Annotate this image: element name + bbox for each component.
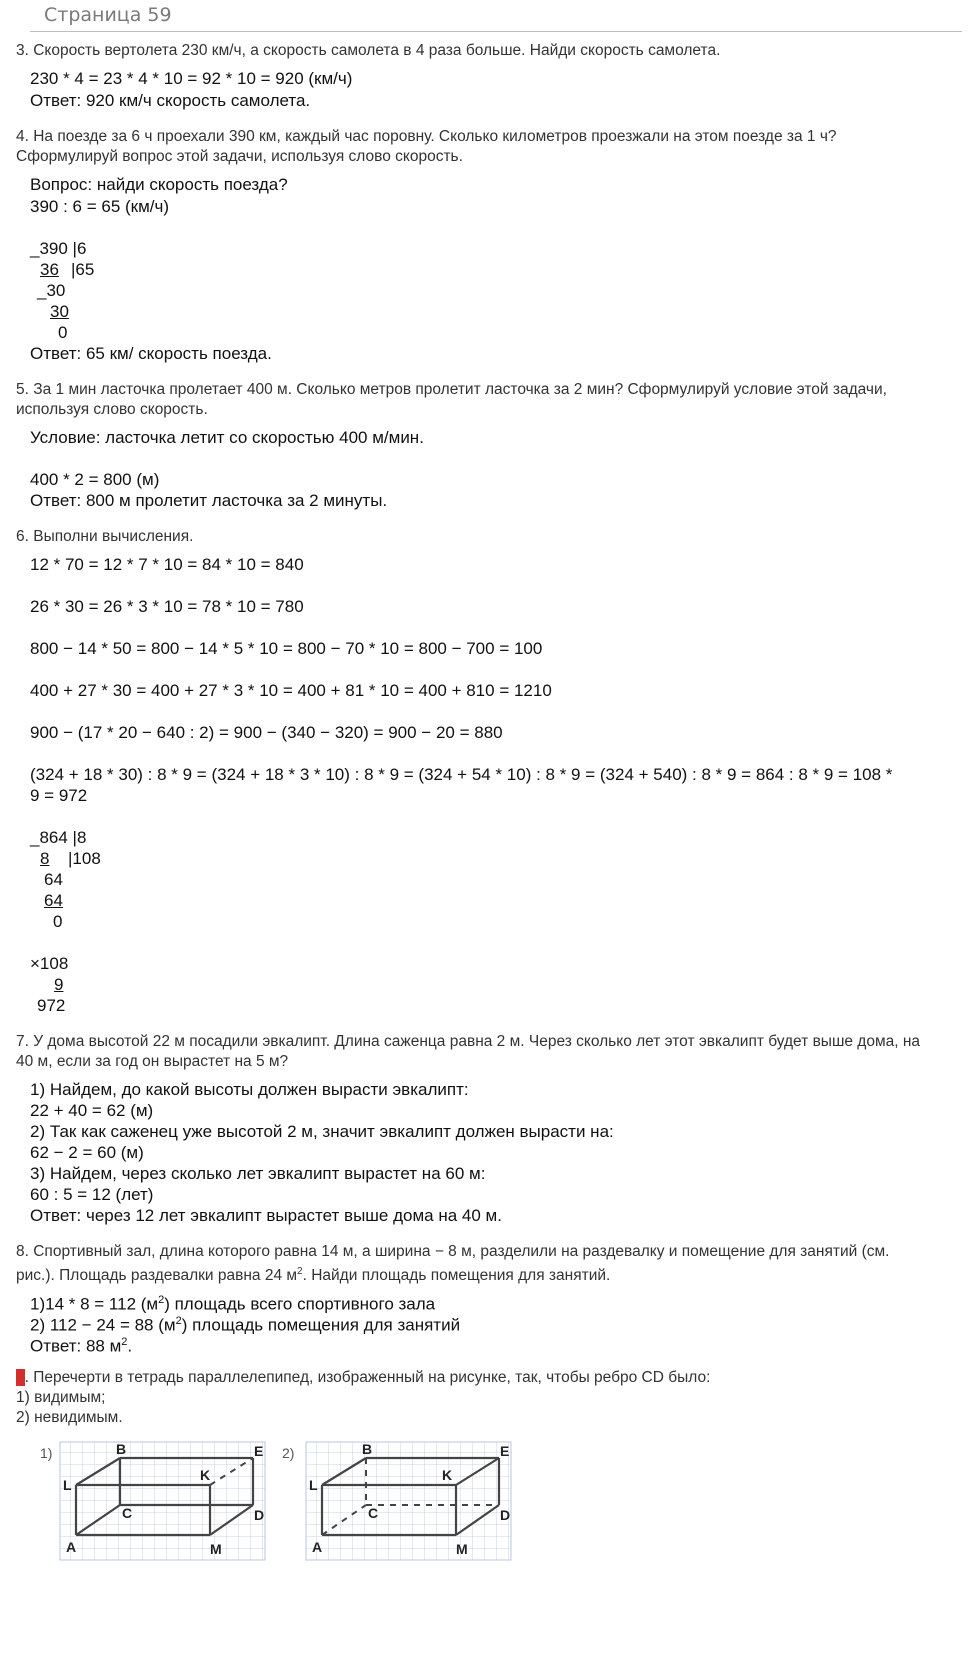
division-line: _864 |8 bbox=[30, 828, 87, 847]
vertex-label-b: B bbox=[116, 1441, 127, 1457]
vertex-label-c: C bbox=[122, 1505, 133, 1521]
division-line: 36 bbox=[40, 260, 59, 279]
vertex-label-c: C bbox=[368, 1505, 379, 1521]
task7-answer: Ответ: через 12 лет эвкалипт вырастет выше дома на 40 м. bbox=[30, 1206, 502, 1225]
vertex-label-e: E bbox=[500, 1443, 510, 1459]
task6-line: 400 + 27 * 30 = 400 + 27 * 3 * 10 = 400 + 81 * 10 = 400 + 810 = 1210 bbox=[30, 681, 552, 700]
task4-question-line2: Сформулируй вопрос этой задачи, используя слово скорость. bbox=[16, 148, 463, 165]
multiplication-line: ×108 bbox=[30, 954, 69, 973]
figure1-label: 1) bbox=[40, 1445, 53, 1461]
task7-line: 60 : 5 = 12 (лет) bbox=[30, 1185, 154, 1204]
task7-line: 2) Так как саженец уже высотой 2 м, значит эвкалипт должен вырасти на: bbox=[30, 1122, 614, 1141]
task9-option: 2) невидимым. bbox=[16, 1409, 123, 1426]
task5-question-line2: используя слово скорость. bbox=[16, 401, 208, 418]
task6-line: 800 − 14 * 50 = 800 − 14 * 5 * 10 = 800 − 70 * 10 = 800 − 700 = 100 bbox=[30, 639, 543, 658]
task6-line: 9 = 972 bbox=[30, 786, 88, 805]
task6-line: 12 * 70 = 12 * 7 * 10 = 84 * 10 = 840 bbox=[30, 555, 304, 574]
figure2-label: 2) bbox=[282, 1445, 295, 1461]
task6-question: 6. Выполни вычисления. bbox=[16, 528, 194, 545]
grid-background bbox=[306, 1442, 511, 1560]
task8-line: 2) 112 − 24 = 88 $(м^2)$ площадь помещения для занятий bbox=[30, 1315, 461, 1335]
task8-line: 1)14 * 8 = 112 $(м^2)$ площадь всего спортивного зала bbox=[30, 1294, 436, 1314]
task8-question-line1: 8. Спортивный зал, длина которого равна 14 м, а ширина − 8 м, разделили на раздевалку и помещение для занятий (см. bbox=[16, 1243, 890, 1260]
task4-answer: Ответ: 65 км/ скорость поезда. bbox=[30, 344, 272, 363]
task9-question: 9. Перечерти в тетрадь параллелепипед, изображенный на рисунке, так, чтобы ребро CD было: bbox=[16, 1369, 711, 1386]
vertex-label-e: E bbox=[254, 1443, 264, 1459]
vertex-label-m: M bbox=[456, 1541, 468, 1557]
division-line: 0 bbox=[58, 323, 68, 342]
task8-question-line2: рис.). Площадь раздевалки равна 24 $м^2$. Найди площадь помещения для занятий. bbox=[16, 1266, 611, 1285]
task3-question: 3. Скорость вертолета 230 км/ч, а скорость самолета в 4 раза больше. Найди скорость самолета. bbox=[16, 42, 721, 59]
division-quotient: |65 bbox=[71, 260, 95, 279]
task5-line: Условие: ласточка летит со скоростью 400 м/мин. bbox=[30, 428, 424, 447]
task6-line: (324 + 18 * 30) : 8 * 9 = (324 + 18 * 3 * 10) : 8 * 9 = (324 + 54 * 10) : 8 * 9 = (324 + 540) : 8 * 9 = 864 : 8 * 9 = 108 * bbox=[30, 765, 893, 784]
division-quotient: |108 bbox=[68, 849, 101, 868]
task7-question-line1: 7. У дома высотой 22 м посадили эвкалипт. Длина саженца равна 2 м. Через сколько лет этот эвкалипт будет выше дома, на bbox=[16, 1033, 921, 1050]
task-number-highlight: 9 bbox=[16, 1369, 25, 1386]
multiplication-result: 972 bbox=[37, 996, 66, 1015]
division-line: 8 bbox=[40, 849, 50, 868]
parallelepiped-figure-1 bbox=[58, 1440, 278, 1565]
division-line: 0 bbox=[53, 912, 63, 931]
task6-line: 26 * 30 = 26 * 3 * 10 = 78 * 10 = 780 bbox=[30, 597, 304, 616]
division-line: _390 |6 bbox=[30, 239, 87, 258]
task4-line: Вопрос: найди скорость поезда? bbox=[30, 175, 288, 194]
vertex-label-l: L bbox=[63, 1477, 72, 1493]
vertex-label-a: A bbox=[312, 1539, 323, 1555]
vertex-label-a: A bbox=[66, 1539, 77, 1555]
vertex-label-b: B bbox=[362, 1441, 373, 1457]
task7-line: 22 + 40 = 62 (м) bbox=[30, 1101, 154, 1120]
task7-line: 62 − 2 = 60 (м) bbox=[30, 1143, 144, 1162]
task8-answer: Ответ: 88 $м^2$. bbox=[30, 1336, 133, 1356]
task3-line: 230 * 4 = 23 * 4 * 10 = 92 * 10 = 920 (км/ч) bbox=[30, 69, 353, 88]
task5-question-line1: 5. За 1 мин ласточка пролетает 400 м. Сколько метров пролетит ласточка за 2 мин? Сформулируй условие этой задачи, bbox=[16, 381, 887, 398]
vertex-label-d: D bbox=[254, 1507, 265, 1523]
division-line: 30 bbox=[50, 302, 69, 321]
task5-answer: Ответ: 800 м пролетит ласточка за 2 минуты. bbox=[30, 491, 388, 510]
division-line: 64 bbox=[44, 870, 63, 889]
task7-line: 1) Найдем, до какой высоты должен вырасти эвкалипт: bbox=[30, 1080, 469, 1099]
task7-question-line2: 40 м, если за год он вырастет на 5 м? bbox=[16, 1053, 289, 1070]
task7-line: 3) Найдем, через сколько лет эвкалипт вырастет на 60 м: bbox=[30, 1164, 486, 1183]
task5-line: 400 * 2 = 800 (м) bbox=[30, 470, 160, 489]
vertex-label-m: M bbox=[210, 1541, 222, 1557]
vertex-label-k: K bbox=[442, 1467, 453, 1483]
grid-background bbox=[60, 1442, 265, 1560]
task4-question-line1: 4. На поезде за 6 ч проехали 390 км, каждый час поровну. Сколько километров проезжали на этом поезде за 1 ч? bbox=[16, 128, 837, 145]
header-divider bbox=[30, 31, 962, 32]
division-line: _30 bbox=[37, 281, 66, 300]
task4-line: 390 : 6 = 65 (км/ч) bbox=[30, 197, 170, 216]
parallelepiped-figure-2 bbox=[304, 1440, 524, 1565]
task3-answer: Ответ: 920 км/ч скорость самолета. bbox=[30, 91, 311, 110]
vertex-label-k: K bbox=[200, 1467, 211, 1483]
vertex-label-d: D bbox=[500, 1507, 511, 1523]
multiplication-line: 9 bbox=[54, 975, 64, 994]
page-title: Страница 59 bbox=[44, 4, 172, 26]
task9-option: 1) видимым; bbox=[16, 1389, 106, 1406]
task6-line: 900 − (17 * 20 − 640 : 2) = 900 − (340 − 320) = 900 − 20 = 880 bbox=[30, 723, 503, 742]
division-line: 64 bbox=[44, 891, 63, 910]
vertex-label-l: L bbox=[309, 1477, 318, 1493]
